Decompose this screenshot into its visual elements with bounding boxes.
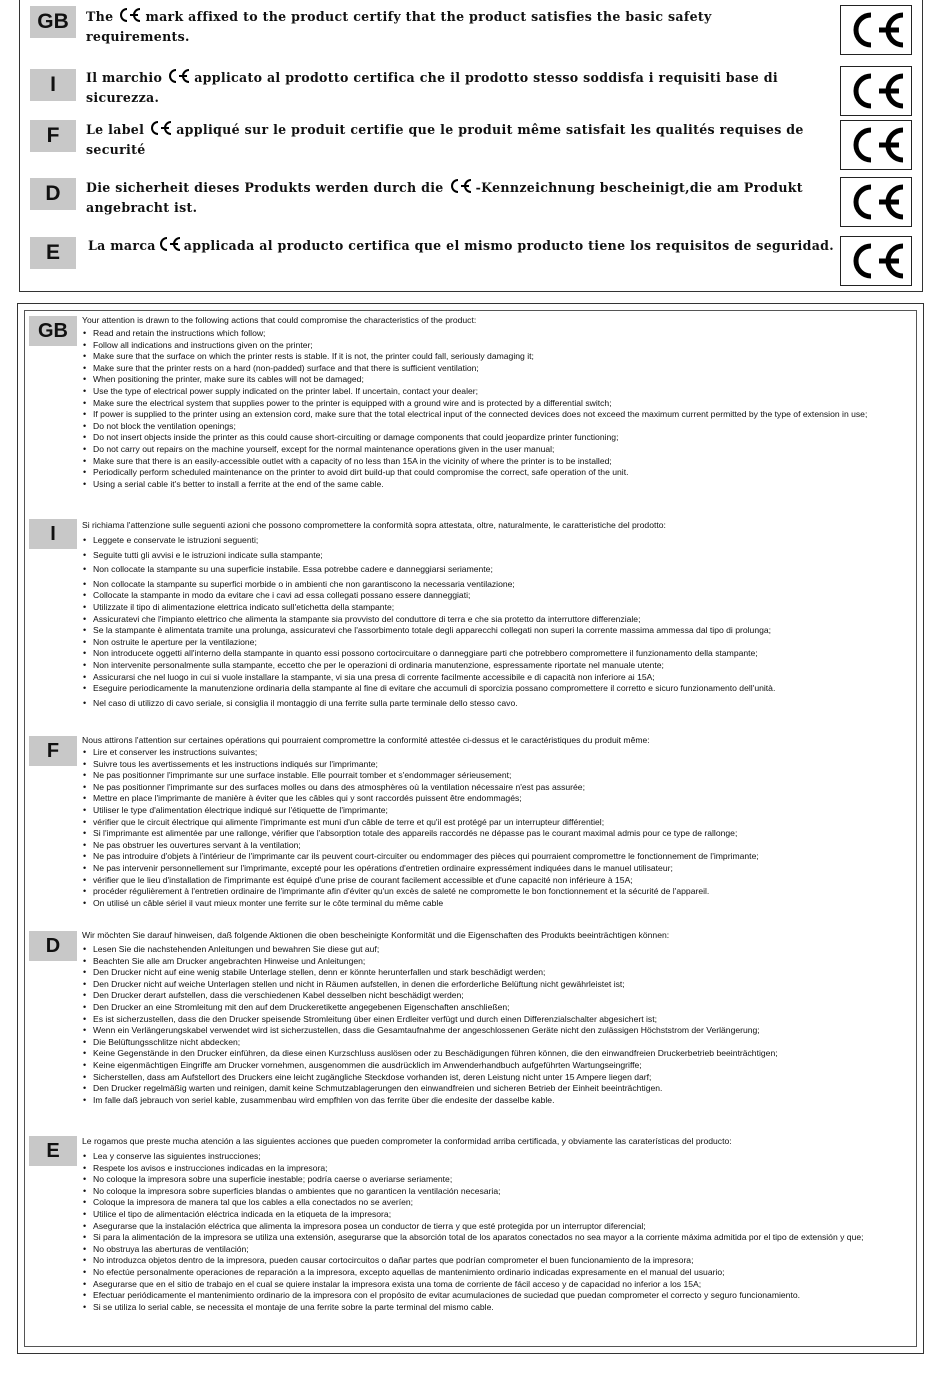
ce-statement-text: The xyxy=(86,9,114,24)
language-badge-d: D xyxy=(29,931,77,961)
ce-statement-d xyxy=(86,178,816,217)
list-item: • When positioning the printer, make sure its cables will not be damaged; xyxy=(82,374,918,386)
list-item: • Suivre tous les avertissements et les instructions indiqués sur l'imprimante; xyxy=(82,759,918,771)
list-item: • Lesen Sie die nachstehenden Anleitungen und bewahren Sie diese gut auf; xyxy=(82,944,918,956)
list-item: • Coloque la impresora de manera tal que los cables a ella conectados no se averíen; xyxy=(82,1197,918,1209)
list-item: • Utiliser le type d'alimentation électrique indiqué sur l'étiquette de l'imprimante; xyxy=(82,805,918,817)
ce-logo-icon xyxy=(845,126,907,164)
list-item: • Non introducete oggetti all'interno della stampante in quanto essi possono cortocircuitare o danneggiare parti che potrebbero compromettere il funzionamento della stampante; xyxy=(82,648,918,660)
list-item: • Efectuar periódicamente el mantenimiento ordinario de la impresora con el propósito de evitar acumulaciones de suciedad que puedan comprometer el correcto y seguro funcionamiento. xyxy=(82,1290,918,1302)
ce-statement-i xyxy=(86,68,816,107)
section-intro-f: Nous attirons l'attention sur certaines opérations qui pourraient compromettre la conformité attestée ci-dessus et le caractéristiques du produit même: xyxy=(82,735,650,745)
language-badge-d: D xyxy=(30,178,76,210)
instruction-list-i xyxy=(82,535,918,709)
ce-logo-box-i xyxy=(840,66,912,116)
list-item: • Sicherstellen, dass am Aufstellort des Druckers eine leicht zugängliche Steckdose vorhanden ist, deren Leistung nicht unter 15 Ampere liegen darf; xyxy=(82,1072,918,1084)
list-item: • Make sure the electrical system that supplies power to the printer is equipped with a ground wire and is protected by a differential switch; xyxy=(82,398,918,410)
list-item: • Do not block the ventilation openings; xyxy=(82,421,918,433)
list-item: • Den Drucker derart aufstellen, dass die verschiedenen Kabel desselben nicht beschädigt werden; xyxy=(82,990,918,1002)
list-item: • Es ist sicherzustellen, dass die den Drucker speisende Stromleitung über einen Erdleiter verfügt und durch einen Differenzialschalter abgesichert ist; xyxy=(82,1014,918,1026)
list-item: • Lea y conserve las siguientes instrucciones; xyxy=(82,1151,918,1163)
language-badge-gb: GB xyxy=(30,6,76,38)
list-item: • Non intervenite personalmente sulla stampante, eccetto che per le operazioni di ordinaria manutenzione, espressamente riportate nel manuale utente; xyxy=(82,660,918,672)
ce-logo-box-d xyxy=(840,177,912,227)
list-item: • Ne pas intervenir personnellement sur l'imprimante, excepté pour les opérations d'entretien ordinaire expressément indiquées dans le manuel utilisateur; xyxy=(82,863,918,875)
ce-statement-text: -Kennzeichnung bescheinigt,die am Produkt angebracht ist. xyxy=(86,180,803,215)
ce-logo-box-gb xyxy=(840,5,912,55)
list-item: • Assicurarsi che nel luogo in cui si vuole installare la stampante, vi sia una presa di corrente facilmente accessibile e di capacità non inferiore ai 15A; xyxy=(82,672,918,684)
language-badge-i: I xyxy=(30,69,76,101)
instruction-list-gb xyxy=(82,328,918,490)
list-item: • Use the type of electrical power supply indicated on the printer label. If uncertain, contact your dealer; xyxy=(82,386,918,398)
language-badge-e: E xyxy=(29,1136,77,1166)
list-item: • Make sure that the printer rests on a hard (non-padded) surface and that there is sufficient ventilation; xyxy=(82,363,918,375)
list-item: • Assicuratevi che l'impianto elettrico che alimenta la stampante sia provvisto del conduttore di terra e che sia protetto da interruttore differenziale; xyxy=(82,614,918,626)
ce-statement-text: applicato al prodotto certifica che il prodotto stesso soddisfa i requisiti base di sicurezza. xyxy=(86,70,778,105)
instruction-list-f xyxy=(82,747,918,909)
instruction-list-e xyxy=(82,1151,918,1313)
list-item: • Do not insert objects inside the printer as this could cause short-circuiting or damage components that could jeopardize printer functioning; xyxy=(82,432,918,444)
list-item: • Non collocate la stampante su superfici morbide o in ambienti che non garantiscono la necessaria ventilazione; xyxy=(82,579,918,591)
language-badge-i: I xyxy=(29,519,77,549)
list-item: • Non ostruite le aperture per la ventilazione; xyxy=(82,637,918,649)
list-item: • No efectúe personalmente operaciones de reparación a la impresora, excepto aquellas de mantenimiento ordinario indicadas expresamente en el manual del usuario; xyxy=(82,1267,918,1279)
list-item: • Follow all indications and instructions given on the printer; xyxy=(82,340,918,352)
ce-mark-icon xyxy=(116,7,142,28)
ce-logo-icon xyxy=(845,183,907,221)
list-item: • Nel caso di utilizzo di cavo seriale, si consiglia il montaggio di una ferrite sulla parte terminale dello stesso cavo. xyxy=(82,698,918,710)
list-item: • Ne pas introduire d'objets à l'intérieur de l'imprimante car ils peuvent court-circuiter ou endommager des pièces qui pourraient compromettre le fonctionnement de l'imprimante; xyxy=(82,851,918,863)
ce-statement-e xyxy=(88,236,838,257)
ce-statement-text: Il marchio xyxy=(86,70,163,85)
list-item: • Keine eigenmächtigen Eingriffe am Drucker vornehmen, ausgenommen die ausdrücklich im Anwenderhandbuch aufgeführten Wartungseingriffe; xyxy=(82,1060,918,1072)
list-item: • Using a serial cable it's better to install a ferrite at the end of the same cable. xyxy=(82,479,918,491)
ce-mark-icon xyxy=(165,68,191,89)
ce-statement-f xyxy=(86,120,816,159)
list-item: • Eseguire periodicamente la manutenzione ordinaria della stampante al fine di evitare che accumuli di sporcizia possano compromettere il corretto e sicuro funzionamento dell'unità. xyxy=(82,683,918,695)
list-item: • Si para la alimentación de la impresora se utiliza una extensión, asegurarse que la absorción total de los aparatos conectados no sea mayor a la corriente máxima admitida por el tipo de extensión y que; xyxy=(82,1232,918,1244)
list-item: • Beachten Sie alle am Drucker angebrachten Hinweise und Anleitungen; xyxy=(82,956,918,968)
list-item: • Mettre en place l'imprimante de manière à éviter que les câbles qui y sont raccordés puissent être endommagés; xyxy=(82,793,918,805)
list-item: • Read and retain the instructions which follow; xyxy=(82,328,918,340)
instruction-list-d xyxy=(82,944,918,1106)
list-item: • Periodically perform scheduled maintenance on the printer to avoid dirt build-up that could compromise the correct, safe operation of the unit. xyxy=(82,467,918,479)
list-item: • Ne pas positionner l'imprimante sur une surface instable. Elle pourrait tomber et s'endommager sérieusement; xyxy=(82,770,918,782)
ce-logo-box-e xyxy=(840,236,912,286)
ce-statement-gb xyxy=(86,7,816,46)
ce-logo-box-f xyxy=(840,120,912,170)
list-item: • Non collocate la stampante su una superficie instabile. Essa potrebbe cadere e danneggiarsi seriamente; xyxy=(82,564,918,576)
list-item: • Seguite tutti gli avvisi e le istruzioni indicate sulla stampante; xyxy=(82,550,918,562)
list-item: • procéder régulièrement à l'entretien ordinaire de l'imprimante afin d'éviter qu'un excès de saleté ne compromette le bon fonctionnement et la sécurité de l'appareil. xyxy=(82,886,918,898)
list-item: • Si se utiliza lo serial cable, se necessita el montaje de una ferrite sobre la parte terminal del mismo cable. xyxy=(82,1302,918,1314)
ce-mark-icon xyxy=(156,236,182,257)
ce-statement-text: appliqué sur le produit certifie que le produit même satisfait les qualités requises de securité xyxy=(86,122,804,157)
list-item: • Ne pas positionner l'imprimante sur des surfaces molles ou dans des atmosphères où la ventilation nécessaire n'est pas assurée; xyxy=(82,782,918,794)
ce-logo-icon xyxy=(845,242,907,280)
ce-statement-text: Le label xyxy=(86,122,145,137)
list-item: • Utilizzate il tipo di alimentazione elettrica indicato sull'etichetta della stampante; xyxy=(82,602,918,614)
list-item: • Si l'imprimante est alimentée par une rallonge, vérifier que l'absorption totale des appareils raccordés ne dépasse pas le courant maximal admis pour ce type de rallonge; xyxy=(82,828,918,840)
list-item: • No coloque la impresora sobre superficies blandas o ambientes que no garanticen la ventilación necesaria; xyxy=(82,1186,918,1198)
ce-logo-icon xyxy=(845,72,907,110)
list-item: • On utilisé un câble sériel il vaut mieux monter une ferrite sur le côte terminal du même cable xyxy=(82,898,918,910)
list-item: • Se la stampante è alimentata tramite una prolunga, assicuratevi che l'assorbimento totale degli apparecchi collegati non superi la corrente massima ammessa dal tipo di prolunga; xyxy=(82,625,918,637)
list-item: • If power is supplied to the printer using an extension cord, make sure that the total electrical input of the connected devices does not exceed the maximum current permitted by the type of extension in use; xyxy=(82,409,918,421)
list-item: • Den Drucker regelmäßig warten und reinigen, damit keine Schmutzablagerungen den einwandfreien und sicheren Betrieb der Einheit beeinträchtigen. xyxy=(82,1083,918,1095)
list-item: • Im falle daß jebrauch von seriel kable, zusammenbau wird empfhlen von das ferrite über die endesite der dasselbe kable. xyxy=(82,1095,918,1107)
ce-statement-text: applicada al producto certifica que el mismo producto tiene los requisitos de seguridad. xyxy=(183,238,834,253)
list-item: • Do not carry out repairs on the machine yourself, except for the normal maintenance operations given in the user manual; xyxy=(82,444,918,456)
list-item: • Make sure that the surface on which the printer rests is stable. If it is not, the printer could fall, seriously damaging it; xyxy=(82,351,918,363)
safety-instructions-box xyxy=(17,303,924,1354)
list-item: • Den Drucker nicht auf eine wenig stabile Unterlage stellen, denn er könnte herunterfallen und stark beschädigt werden; xyxy=(82,967,918,979)
ce-mark-icon xyxy=(147,120,173,141)
list-item: • Wenn ein Verlängerungskabel verwendet wird ist sicherzustellen, dass die Gesamtaufnahme der angeschlossenen Geräte nicht den zulässigen Höchststrom der Verlängerung; xyxy=(82,1025,918,1037)
language-badge-f: F xyxy=(30,120,76,152)
list-item: • Respete los avisos e instrucciones indicadas en la impresora; xyxy=(82,1163,918,1175)
language-badge-e: E xyxy=(30,237,76,269)
list-item: • No coloque la impresora sobre una superficie inestable; podría caerse o averiarse seriamente; xyxy=(82,1174,918,1186)
list-item: • Asegurarse que en el sitio de trabajo en el cual se quiere instalar la impresora exista una toma de corriente de fácil acceso y de capacidad no inferior a los 15A; xyxy=(82,1279,918,1291)
list-item: • vérifier que le lieu d'installation de l'imprimante est équipé d'une prise de courant facilement accessible et d'une capacité non inférieure à 15A; xyxy=(82,875,918,887)
list-item: • Asegurarse que la instalación eléctrica que alimenta la impresora posea un conductor de tierra y que esté protegida por un interruptor diferencial; xyxy=(82,1221,918,1233)
ce-statement-text: mark affixed to the product certify that the product satisfies the basic safety requirements. xyxy=(86,9,712,44)
list-item: • Die Belüftungsschlitze nicht abdecken; xyxy=(82,1037,918,1049)
ce-declaration-box xyxy=(19,0,923,292)
list-item: • Make sure that there is an easily-accessible outlet with a capacity of no less than 15A in the vicinity of where the printer is to be installed; xyxy=(82,456,918,468)
list-item: • No introduzca objetos dentro de la impresora, pueden causar cortocircuitos o dañar partes que podrían comprometer el buen funcionamiento de la impresora; xyxy=(82,1255,918,1267)
list-item: • Ne pas obstruer les ouvertures servant à la ventilation; xyxy=(82,840,918,852)
list-item: • Leggete e conservate le istruzioni seguenti; xyxy=(82,535,918,547)
ce-logo-icon xyxy=(845,11,907,49)
list-item: • Den Drucker an eine Stromleitung mit den auf dem Druckeretikette angegebenen Eigenschaften anschließen; xyxy=(82,1002,918,1014)
section-intro-gb: Your attention is drawn to the following actions that could compromise the characteristics of the product: xyxy=(82,315,477,325)
section-intro-i: Si richiama l'attenzione sulle seguenti azioni che possono compromettere la conformità sopra attestata, oltre, naturalmente, le caratteristiche del prodotto: xyxy=(82,520,666,530)
section-intro-e: Le rogamos que preste mucha atención a las siguientes acciones que pueden comprometer la conformidad arriba certificada, y obviamente las caraterísticas del producto: xyxy=(82,1136,732,1146)
list-item: • vérifier que le circuit électrique qui alimente l'imprimante est muni d'un câble de terre et qu'il est protégé par un interrupteur différentiel; xyxy=(82,817,918,829)
list-item: • Keine Gegenstände in den Drucker einführen, da diese einen Kurzschluss auslösen oder zu Beschädigungen führen können, die den einwandfreien Druckerbetrieb beeinträchtigen; xyxy=(82,1048,918,1060)
list-item: • No obstruya las aberturas de ventilación; xyxy=(82,1244,918,1256)
list-item: • Lire et conserver les instructions suivantes; xyxy=(82,747,918,759)
language-badge-gb: GB xyxy=(29,316,77,346)
section-intro-d: Wir möchten Sie darauf hinweisen, daß folgende Aktionen die oben bescheinigte Konformität und die Eigenschaften des Produkts beeinträchtigen können: xyxy=(82,930,670,940)
list-item: • Utilice el tipo de alimentación eléctrica indicada en la etiqueta de la impresora; xyxy=(82,1209,918,1221)
safety-instructions-inner xyxy=(24,310,917,1347)
list-item: • Den Drucker nicht auf weiche Unterlagen stellen und nicht in Räumen aufstellen, in denen die erforderliche Belüftung nicht gewährleistet ist; xyxy=(82,979,918,991)
ce-statement-text: La marca xyxy=(88,238,156,253)
ce-statement-text: Die sicherheit dieses Produkts werden durch die xyxy=(86,180,444,195)
ce-mark-icon xyxy=(447,178,473,199)
list-item: • Collocate la stampante in modo da evitare che i cavi ad essa collegati possano essere danneggiati; xyxy=(82,590,918,602)
language-badge-f: F xyxy=(29,736,77,766)
